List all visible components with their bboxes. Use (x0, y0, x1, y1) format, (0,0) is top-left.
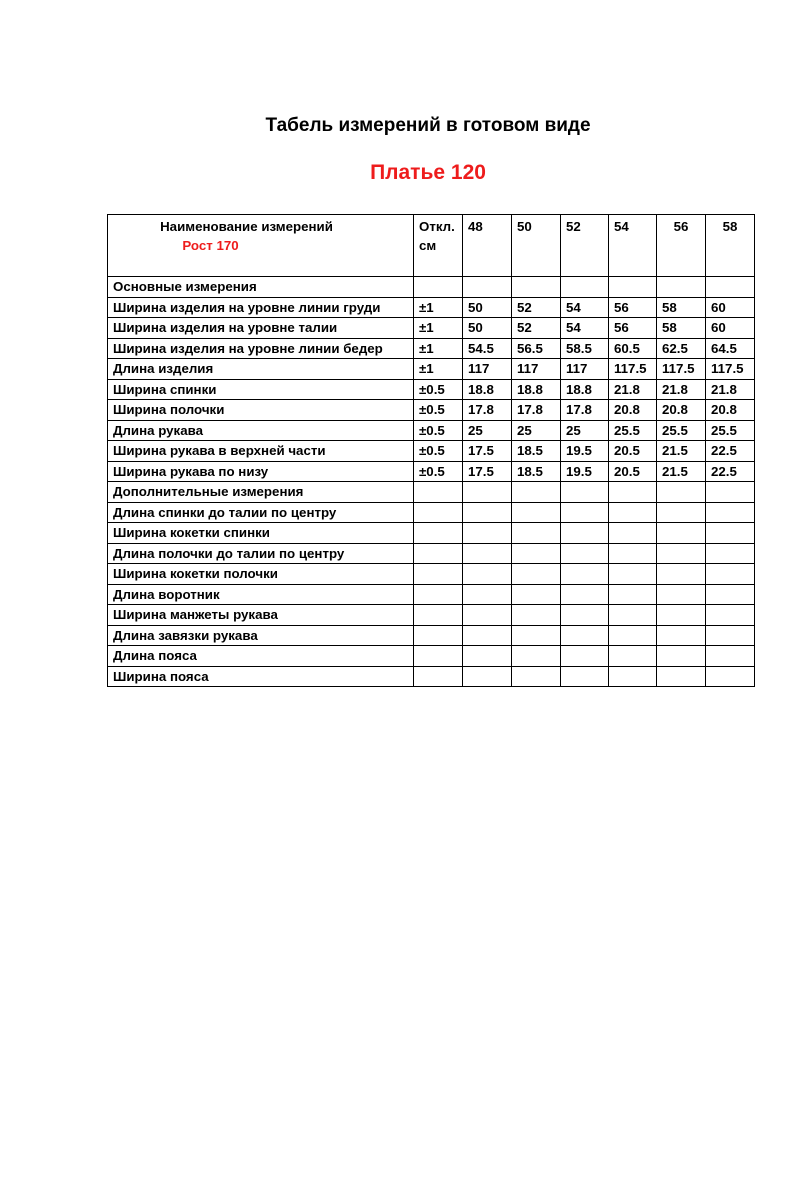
row-value-size-56: 62.5 (657, 338, 706, 359)
row-value-size-54 (609, 523, 657, 544)
header-name-label: Наименование измерений (160, 219, 333, 234)
row-value-size-56: 25.5 (657, 420, 706, 441)
table-row (108, 584, 755, 605)
row-value-size-56 (657, 564, 706, 585)
row-tolerance (414, 584, 463, 605)
row-value-size-52 (561, 605, 609, 626)
document-title: Табель измерений в готовом виде (265, 115, 591, 136)
row-value-size-58 (706, 625, 755, 646)
row-value-size-48 (463, 543, 512, 564)
row-value-size-54 (609, 584, 657, 605)
table-body (108, 277, 755, 687)
table-row (108, 502, 755, 523)
row-value-size-58: 20.8 (706, 400, 755, 421)
header-size-50: 50 (512, 215, 561, 277)
row-tolerance (414, 564, 463, 585)
row-value-size-50 (512, 666, 561, 687)
row-value-size-52: 19.5 (561, 461, 609, 482)
row-value-size-58: 22.5 (706, 441, 755, 462)
row-value-size-50: 17.8 (512, 400, 561, 421)
row-value-size-54: 117.5 (609, 359, 657, 380)
row-value-size-54: 56 (609, 297, 657, 318)
row-measurement-name: Длина полочки до талии по центру (108, 543, 414, 564)
header-size-54: 54 (609, 215, 657, 277)
table-row (108, 441, 755, 462)
row-tolerance (414, 543, 463, 564)
row-value-size-54: 20.5 (609, 441, 657, 462)
row-value-size-56 (657, 543, 706, 564)
row-measurement-name: Ширина спинки (108, 379, 414, 400)
row-value-size-50 (512, 482, 561, 503)
header-tolerance: Откл. см (414, 215, 463, 277)
row-measurement-name: Длина спинки до талии по центру (108, 502, 414, 523)
row-value-size-48: 50 (463, 318, 512, 339)
row-value-size-58: 60 (706, 318, 755, 339)
row-value-size-48 (463, 277, 512, 298)
row-measurement-name: Длина воротник (108, 584, 414, 605)
row-measurement-name: Ширина пояса (108, 666, 414, 687)
row-measurement-name: Основные измерения (108, 277, 414, 298)
row-value-size-52: 54 (561, 297, 609, 318)
row-value-size-58 (706, 605, 755, 626)
row-measurement-name: Ширина изделия на уровне талии (108, 318, 414, 339)
row-value-size-48: 117 (463, 359, 512, 380)
row-measurement-name: Ширина кокетки спинки (108, 523, 414, 544)
header-height-label: Рост 170 (182, 238, 239, 253)
row-value-size-56 (657, 523, 706, 544)
row-value-size-52: 54 (561, 318, 609, 339)
row-value-size-50 (512, 564, 561, 585)
row-value-size-50 (512, 584, 561, 605)
measurement-table (107, 214, 755, 687)
row-tolerance (414, 646, 463, 667)
table-row (108, 625, 755, 646)
header-size-56: 56 (657, 215, 706, 277)
row-value-size-52 (561, 625, 609, 646)
row-value-size-54: 25.5 (609, 420, 657, 441)
row-value-size-48: 18.8 (463, 379, 512, 400)
row-value-size-48 (463, 666, 512, 687)
row-value-size-52 (561, 277, 609, 298)
header-measurement-name (108, 215, 414, 277)
table-row (108, 605, 755, 626)
row-tolerance (414, 625, 463, 646)
row-value-size-58 (706, 502, 755, 523)
row-measurement-name: Длина изделия (108, 359, 414, 380)
row-measurement-name: Ширина манжеты рукава (108, 605, 414, 626)
row-tolerance: ±0.5 (414, 441, 463, 462)
row-value-size-52: 18.8 (561, 379, 609, 400)
row-measurement-name: Ширина рукава в верхней части (108, 441, 414, 462)
row-value-size-48 (463, 523, 512, 544)
row-value-size-48: 17.5 (463, 461, 512, 482)
document-subtitle: Платье 120 (370, 161, 486, 184)
row-value-size-58 (706, 543, 755, 564)
row-value-size-48 (463, 646, 512, 667)
row-value-size-54: 20.5 (609, 461, 657, 482)
row-tolerance (414, 666, 463, 687)
row-value-size-56 (657, 666, 706, 687)
table-row (108, 461, 755, 482)
row-value-size-58 (706, 666, 755, 687)
row-value-size-54 (609, 564, 657, 585)
table-row (108, 646, 755, 667)
row-value-size-56: 21.5 (657, 461, 706, 482)
table-row (108, 318, 755, 339)
row-tolerance: ±1 (414, 318, 463, 339)
row-value-size-56 (657, 646, 706, 667)
row-value-size-54 (609, 543, 657, 564)
header-size-48: 48 (463, 215, 512, 277)
row-measurement-name: Ширина рукава по низу (108, 461, 414, 482)
row-value-size-54 (609, 502, 657, 523)
row-measurement-name: Длина пояса (108, 646, 414, 667)
row-value-size-48: 50 (463, 297, 512, 318)
row-value-size-56: 21.8 (657, 379, 706, 400)
row-value-size-54: 21.8 (609, 379, 657, 400)
row-measurement-name: Ширина изделия на уровне линии бедер (108, 338, 414, 359)
row-value-size-48: 17.5 (463, 441, 512, 462)
row-value-size-58: 25.5 (706, 420, 755, 441)
row-value-size-58 (706, 277, 755, 298)
row-tolerance: ±0.5 (414, 400, 463, 421)
table-row (108, 666, 755, 687)
row-value-size-48: 25 (463, 420, 512, 441)
row-value-size-56 (657, 605, 706, 626)
row-measurement-name: Дополнительные измерения (108, 482, 414, 503)
row-value-size-50 (512, 605, 561, 626)
row-value-size-52 (561, 646, 609, 667)
row-tolerance (414, 482, 463, 503)
row-value-size-48 (463, 564, 512, 585)
row-value-size-58: 22.5 (706, 461, 755, 482)
row-value-size-56 (657, 482, 706, 503)
table-row (108, 338, 755, 359)
table-row (108, 543, 755, 564)
row-value-size-56 (657, 584, 706, 605)
row-value-size-56 (657, 277, 706, 298)
row-measurement-name: Длина рукава (108, 420, 414, 441)
row-value-size-50 (512, 625, 561, 646)
row-tolerance: ±0.5 (414, 461, 463, 482)
row-value-size-50 (512, 646, 561, 667)
row-value-size-50: 18.8 (512, 379, 561, 400)
row-measurement-name: Ширина полочки (108, 400, 414, 421)
row-measurement-name: Длина завязки рукава (108, 625, 414, 646)
table-header-row (108, 215, 755, 277)
row-value-size-54: 20.8 (609, 400, 657, 421)
row-value-size-48 (463, 605, 512, 626)
row-value-size-48: 17.8 (463, 400, 512, 421)
row-value-size-50 (512, 523, 561, 544)
row-value-size-54: 60.5 (609, 338, 657, 359)
row-value-size-52 (561, 543, 609, 564)
row-tolerance: ±0.5 (414, 420, 463, 441)
header-size-58: 58 (706, 215, 755, 277)
table-row (108, 379, 755, 400)
row-value-size-52: 25 (561, 420, 609, 441)
row-value-size-52 (561, 666, 609, 687)
row-value-size-52: 117 (561, 359, 609, 380)
row-value-size-58 (706, 523, 755, 544)
table-row (108, 359, 755, 380)
row-value-size-48 (463, 625, 512, 646)
row-value-size-56: 21.5 (657, 441, 706, 462)
row-value-size-52: 58.5 (561, 338, 609, 359)
row-value-size-52: 17.8 (561, 400, 609, 421)
row-value-size-58 (706, 564, 755, 585)
row-tolerance: ±1 (414, 359, 463, 380)
row-value-size-50: 25 (512, 420, 561, 441)
row-value-size-56 (657, 502, 706, 523)
row-value-size-56: 58 (657, 318, 706, 339)
row-value-size-48 (463, 584, 512, 605)
header-size-52: 52 (561, 215, 609, 277)
row-value-size-50 (512, 502, 561, 523)
row-value-size-54 (609, 625, 657, 646)
row-value-size-52 (561, 523, 609, 544)
row-value-size-54 (609, 482, 657, 503)
row-value-size-56: 58 (657, 297, 706, 318)
row-value-size-50 (512, 543, 561, 564)
row-value-size-48 (463, 502, 512, 523)
row-value-size-58: 21.8 (706, 379, 755, 400)
row-tolerance (414, 277, 463, 298)
row-value-size-50: 117 (512, 359, 561, 380)
row-tolerance: ±1 (414, 338, 463, 359)
table-row (108, 523, 755, 544)
table-row (108, 277, 755, 298)
row-value-size-50 (512, 277, 561, 298)
row-value-size-56: 20.8 (657, 400, 706, 421)
row-value-size-50: 56.5 (512, 338, 561, 359)
row-value-size-50: 52 (512, 297, 561, 318)
row-tolerance: ±0.5 (414, 379, 463, 400)
row-tolerance (414, 502, 463, 523)
row-tolerance (414, 605, 463, 626)
row-value-size-58: 64.5 (706, 338, 755, 359)
row-value-size-58: 60 (706, 297, 755, 318)
row-value-size-54 (609, 666, 657, 687)
row-value-size-48: 54.5 (463, 338, 512, 359)
row-measurement-name: Ширина изделия на уровне линии груди (108, 297, 414, 318)
row-measurement-name: Ширина кокетки полочки (108, 564, 414, 585)
row-value-size-58: 117.5 (706, 359, 755, 380)
row-value-size-58 (706, 482, 755, 503)
row-value-size-50: 18.5 (512, 441, 561, 462)
row-value-size-54: 56 (609, 318, 657, 339)
row-value-size-52 (561, 482, 609, 503)
table-row (108, 400, 755, 421)
row-value-size-50: 52 (512, 318, 561, 339)
table-row (108, 297, 755, 318)
row-value-size-52 (561, 584, 609, 605)
table-row (108, 482, 755, 503)
row-value-size-52 (561, 564, 609, 585)
row-tolerance: ±1 (414, 297, 463, 318)
row-value-size-54 (609, 277, 657, 298)
row-value-size-58 (706, 646, 755, 667)
row-value-size-54 (609, 605, 657, 626)
row-value-size-48 (463, 482, 512, 503)
row-value-size-58 (706, 584, 755, 605)
row-value-size-50: 18.5 (512, 461, 561, 482)
row-value-size-56 (657, 625, 706, 646)
table-row (108, 564, 755, 585)
row-value-size-52: 19.5 (561, 441, 609, 462)
table-row (108, 420, 755, 441)
row-value-size-52 (561, 502, 609, 523)
row-tolerance (414, 523, 463, 544)
row-value-size-54 (609, 646, 657, 667)
row-value-size-56: 117.5 (657, 359, 706, 380)
